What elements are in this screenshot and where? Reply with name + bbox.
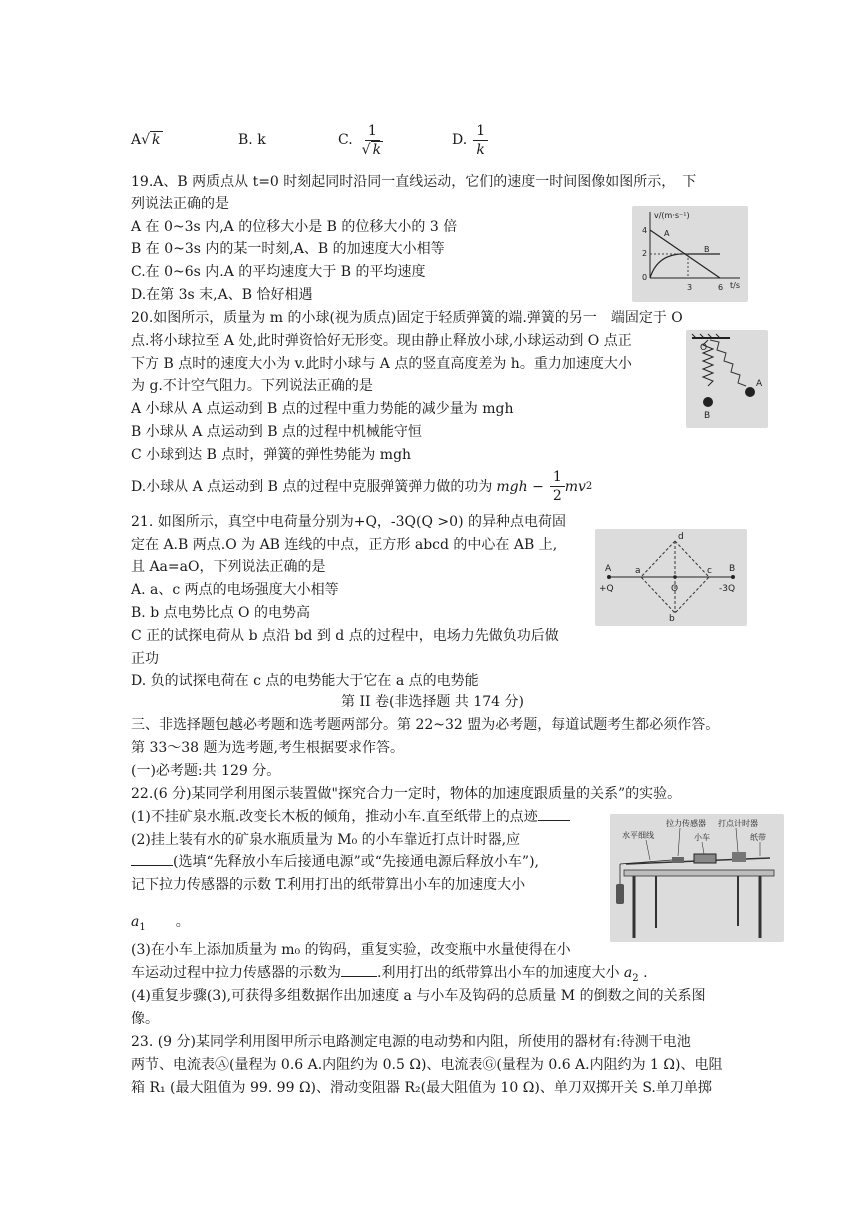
q20-stem-line-3: 下方 B 点时的速度大小为 v.此时小球与 A 点的竖直高度差为 h。重力加速度大小 (131, 356, 632, 372)
q23-line-2: 两节、电流表Ⓐ(量程为 0.6 A.内阻约为 0.5 Ω)、电流表Ⓖ(量程为 0.6 A.内阻约为 1 Ω)、电阻 (131, 1057, 723, 1073)
q21-stem-line-1: 21. 如图所示，真空中电荷量分别为+Q，-3Q(Q >0) 的异种点电荷固 (131, 514, 566, 530)
q18-option-c (338, 118, 386, 162)
q19-stem-line-1: 19.A、B 两质点从 t=0 时刻起同时沿同一直线运动，它们的速度一时间图像如图所示， 下 (131, 174, 697, 190)
y-axis-label: v/(m·s⁻¹) (654, 211, 690, 220)
label-a: A (664, 229, 670, 238)
q22-step-3-line-1: (3)在小车上添加质量为 m₀ 的钩码，重复实验，改变瓶中水量使得在小 (131, 942, 571, 958)
q22-step-2-line-3: 记下拉力传感器的示数 T.利用打出的纸带算出小车的加速度大小 (131, 877, 526, 893)
q21-option-a: A. a、c 两点的电场强度大小相等 (131, 582, 339, 598)
part2-intro-2: 第 33～38 题为选考题,考生根据要求作答。 (131, 740, 404, 756)
q18-option-c-radicand: k (372, 141, 382, 158)
var-a2: a (623, 965, 633, 981)
q18-option-d-denominator: k (476, 141, 485, 158)
q18-option-b (238, 118, 266, 162)
label-O: O (671, 584, 679, 594)
x-axis-label: t/s (730, 281, 740, 290)
part2-intro-3: (一)必考题:共 129 分。 (131, 763, 281, 779)
tick-2: 2 (642, 249, 648, 258)
q20-option-d-formula-2: mv (564, 478, 586, 495)
q19-option-b: B 在 0~3s 内的某一时刻,A、B 的加速度大小相等 (131, 241, 445, 257)
q19-vt-graph (632, 206, 748, 302)
q22-step-2-line-2 (131, 852, 539, 872)
q22-step-1-text: (1)不挂矿泉水瓶.改变长木板的倾角，推动小车.直至纸带上的点迹 (131, 809, 538, 825)
tick-4: 4 (642, 226, 648, 235)
label-c: c (707, 566, 712, 576)
tick-6: 6 (718, 283, 724, 292)
point-O (673, 575, 677, 579)
sqrt-symbol: √ k (141, 132, 161, 148)
label-sensor: 拉力传感器 (666, 819, 706, 828)
q21-stem-line-3: 且 Aa=aO，下列说法正确的是 (131, 559, 326, 575)
q20-option-d (131, 468, 592, 505)
table-top (624, 870, 774, 876)
q18-option-c-numerator: 1 (365, 122, 380, 141)
q18-option-a-prefix: A (131, 132, 142, 148)
label-b: b (669, 614, 675, 624)
q20-option-d-numerator: 1 (550, 468, 565, 487)
label-B: B (729, 564, 736, 574)
q20-stem-line-4: 为 g.不计空气阻力。下列说法正确的是 (131, 378, 373, 394)
q18-option-d-prefix: D. (452, 132, 468, 148)
label-d: d (678, 532, 684, 542)
label-a: a (635, 566, 641, 576)
q23-line-3: 箱 R₁ (最大阻值为 99. 99 Ω)、滑动变阻器 R₂(最大阻值为 10 Ω)、单刀双掷开关 S.单刀单掷 (131, 1080, 712, 1096)
q23-line-1: 23. (9 分)某同学利用图甲所示电路测定电源的电动势和内阻，所使用的器材有:待测干电池 (131, 1034, 691, 1050)
q22-step-4-line-2: 像。 (131, 1011, 159, 1027)
label-cart: 小车 (694, 833, 710, 842)
answer-blank-1[interactable] (538, 820, 570, 821)
label-tape: 纸带 (750, 833, 766, 842)
var-a2-sub: 2 (632, 972, 639, 984)
q19-stem-line-2: 列说法正确的是 (131, 196, 229, 212)
label-o: O (700, 343, 708, 353)
label-b: B (704, 245, 710, 254)
q20-stem-line-1: 20.如图所示，质量为 m 的小球(视为质点)固定于轻质弹簧的端.弹簧的另一 端固定于 O (131, 310, 683, 326)
q22-step-3-line-2 (131, 963, 648, 989)
label-line: 水平细线 (622, 831, 654, 840)
q21-option-d: D. 负的试探电荷在 c 点的电势能大于它在 a 点的电势能 (131, 673, 479, 689)
q20-option-d-sup: 2 (585, 480, 593, 492)
timer (732, 852, 746, 862)
q18-option-a (131, 118, 163, 162)
q20-stem-line-2: 点.将小球拉至 A 处,此时弹资恰好无形变。现由静止释放小球,小球运动到 O 点正 (131, 333, 632, 349)
q18-option-d (452, 118, 488, 162)
q22-step-2-line-1: (2)挂上装有水的矿泉水瓶质量为 M₀ 的小车靠近打点计时器,应 (131, 832, 521, 848)
q20-option-a: A 小球从 A 点运动到 B 点的过程中重力势能的减少量为 mgh (131, 401, 514, 417)
q22-step-1 (131, 807, 570, 827)
q18-option-c-prefix: C. (338, 132, 353, 148)
q22-step-2-line-2-text: (选填“先释放小车后接通电源”或“先接通电源后释放小车”), (173, 854, 540, 870)
label-a: A (756, 379, 763, 389)
point-A (607, 575, 611, 579)
var-a1-sub: 1 (139, 921, 146, 933)
q20-option-d-formula-1: mgh − (496, 478, 544, 495)
cart (694, 854, 716, 863)
q19-option-a: A 在 0~3s 内,A 的位移大小是 B 的位移大小的 3 倍 (131, 219, 458, 235)
q18-option-a-radicand: k (152, 132, 161, 148)
point-B (731, 575, 735, 579)
label-plus-q: +Q (599, 584, 614, 594)
q19-option-d: D.在第 3s 末,A、B 恰好相遇 (131, 287, 313, 303)
q22-step-3-line-2-a: 车运动过程中拉力传感器的示数为 (131, 965, 341, 981)
q18-option-d-fraction (473, 122, 488, 159)
q19-option-c: C.在 0~6s 内.A 的平均速度大于 B 的平均速度 (131, 264, 426, 280)
q20-option-b: B 小球从 A 点运动到 B 点的过程中机械能守恒 (131, 424, 422, 440)
label-b: B (704, 411, 711, 421)
q21-charge-figure (595, 529, 747, 626)
q20-option-d-fraction (550, 468, 565, 505)
part2-intro-1: 三、非选择题包越必考题和选考题两部分。第 22~32 盟为必考题，每道试题考生都必须作答。 (131, 717, 720, 733)
q20-option-d-denominator: 2 (552, 488, 562, 504)
label-A: A (605, 564, 612, 574)
q21-option-c-line-1: C 正的试探电荷从 b 点沿 bd 到 d 点的过程中，电场力先做负功后做 (131, 628, 559, 644)
spring-angled (710, 340, 746, 386)
label-minus-3q: -3Q (719, 584, 736, 594)
q21-option-c-line-2: 正功 (131, 651, 159, 667)
q20-option-d-text: D.小球从 A 点运动到 B 点的过程中克服弹簧弹力做的功为 (131, 478, 493, 495)
bottle (616, 884, 624, 904)
q18-option-d-numerator: 1 (473, 122, 488, 141)
q22-stem: 22.(6 分)某同学利用图示装置做"探究合力一定时，物体的加速度跟质量的关系”的实验。 (131, 786, 682, 802)
q21-stem-line-2: 定在 A.B 两点.O 为 AB 连线的中点，正方形 abcd 的中心在 AB 上, (131, 537, 558, 553)
curve-b (650, 254, 720, 278)
tick-3: 3 (687, 283, 693, 292)
q18-option-c-fraction: $\frac{1}{√ k}$ (361, 122, 382, 158)
q22-apparatus-figure (610, 814, 784, 942)
q21-option-b: B. b 点电势比点 O 的电势高 (131, 605, 310, 621)
q18-option-b-text: B. k (238, 132, 266, 148)
answer-blank-4[interactable] (341, 976, 377, 977)
sensor (672, 857, 684, 863)
q22-step-2-line-4 (131, 912, 190, 938)
ball-a (745, 387, 755, 397)
var-a1: a (131, 914, 140, 930)
q20-spring-figure (686, 330, 768, 428)
q22-step-2-line-4-end: 。 (175, 914, 190, 930)
q22-step-3-line-2-b: .利用打出的纸带算出小车的加速度大小 (377, 965, 624, 981)
q22-step-3-line-2-end: . (638, 965, 648, 981)
label-timer: 打点计时器 (718, 819, 758, 828)
ball-b (703, 397, 713, 407)
part2-heading: 第 II 卷(非选择题 共 174 分) (341, 694, 524, 710)
q22-step-4-line-1: (4)重复步骤(3),可获得多组数据作出加速度 a 与小车及钩码的总质量 M 的倒数之间的关系图 (131, 988, 706, 1004)
q20-option-c: C 小球到达 B 点时，弹簧的弹性势能为 mgh (131, 447, 412, 463)
tick-0: 0 (642, 273, 648, 282)
answer-blank-2[interactable] (131, 865, 173, 866)
